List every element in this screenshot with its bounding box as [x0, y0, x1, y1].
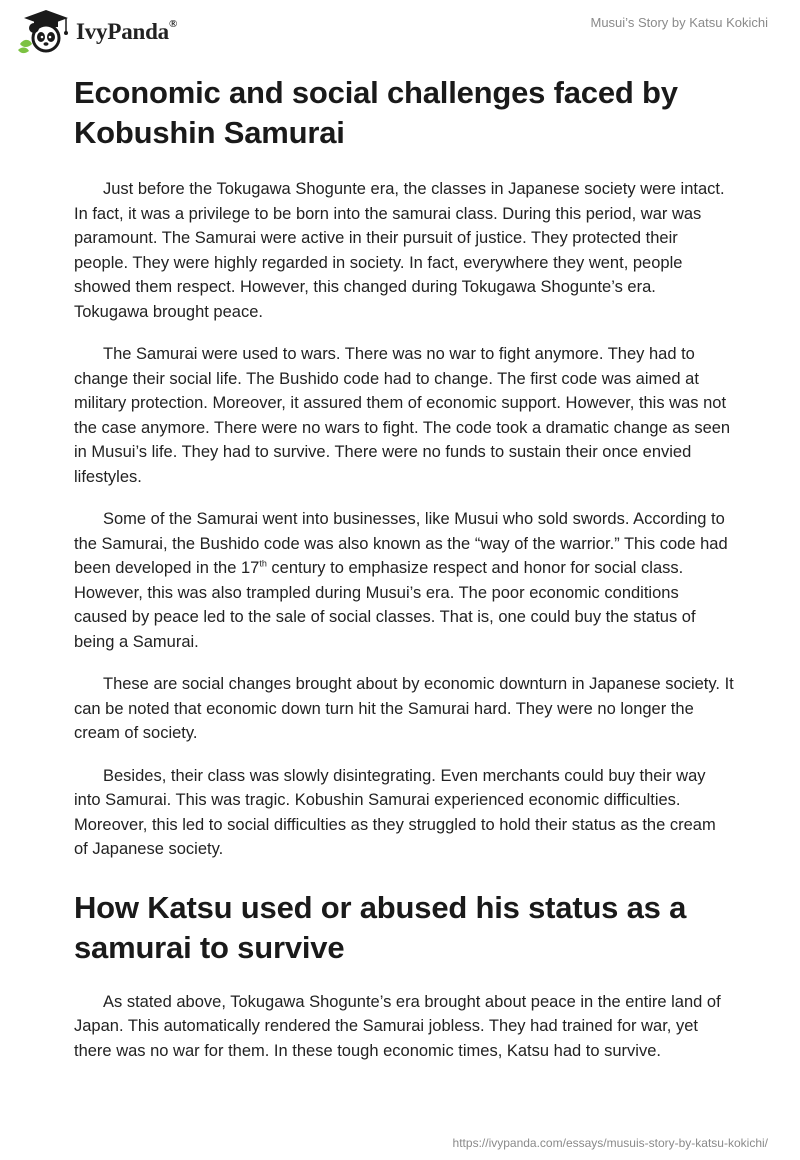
panda-logo-icon [16, 8, 74, 54]
section-heading-katsu-status: How Katsu used or abused his status as a samurai to survive [74, 889, 687, 965]
source-url[interactable]: https://ivypanda.com/essays/musuis-story-by-katsu-kokichi/ [452, 1136, 768, 1150]
page-header [0, 0, 800, 60]
logo-text: IvyPanda® [76, 18, 178, 44]
paragraph: Just before the Tokugawa Shogunte era, the classes in Japanese society were intact. In fact, it was a privilege to be born into the samurai class. During this period, war was paramount. The Samurai were active in their pursuit of justice. They protected their people. They were highly regarded in society. In fact, everywhere they went, people showed them respect. However, this changed during Tokugawa Shogunte’s era. Tokugawa brought peace. [74, 180, 725, 321]
section-heading-economic-challenges: Economic and social challenges faced by Kobushin Samurai [74, 75, 678, 150]
paragraph: The Samurai were used to wars. There was no war to fight anymore. They had to change their social life. The Bushido code had to change. The first code was aimed at military protection. Moreover, it assured them of economic support. However, this was not the case anymore. There were no wars to fight. The code took a dramatic change as seen in Musui’s life. They had to survive. There were no funds to sustain their once envied lifestyles. [74, 345, 731, 486]
paragraph-text-part: century to emphasize respect and honor for social class. However, this was also trampled during Musui’s era. The poor economic conditions caused by peace led to the sale of social classes. That is, one could buy the status of being a Samurai. [74, 559, 696, 651]
paragraph: These are social changes brought about by economic downturn in Japanese society. It can be noted that economic down turn hit the Samurai hard. They were no longer the cream of society. [74, 675, 734, 742]
ivypanda-logo[interactable] [16, 8, 177, 54]
registered-mark: ® [168, 18, 178, 31]
paragraph-text-part: Some of the Samurai went into businesses, like Musui who sold swords. According to the Samurai, the Bushido code was also known as the “way of the warrior.” This code had been developed in the 17 [74, 510, 728, 577]
essay-content [74, 73, 734, 1081]
paragraph: As stated above, Tokugawa Shogunte’s era brought about peace in the entire land of Japan. This automatically rendered the Samurai jobless. They had trained for war, yet there was no war for them. In these tough economic times, Katsu had to survive. [74, 992, 721, 1060]
ordinal-suffix: th [259, 558, 267, 569]
document-title: Musui’s Story by Katsu Kokichi [590, 15, 768, 30]
paragraph: Besides, their class was slowly disintegrating. Even merchants could buy their way into Samurai. This was tragic. Kobushin Samurai experienced economic difficulties. Moreover, this led to social difficulties as they struggled to hold their status as the cream of Japanese society. [74, 766, 716, 858]
paragraph [74, 507, 734, 654]
